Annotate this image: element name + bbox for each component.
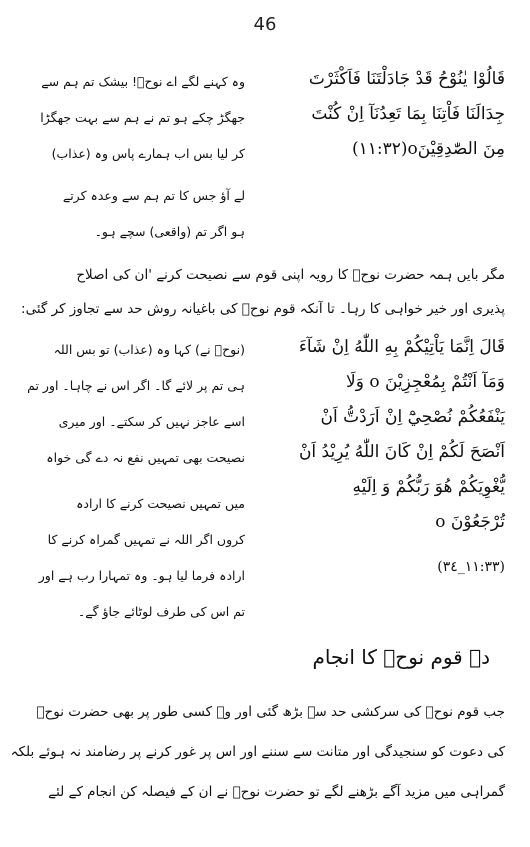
paragraph-line: مگر بایں ہمہ حضرت نوحؑ کا رویہ اپنی قوم سے نصیحت کرنے 'ان کی اصلاح	[76, 267, 505, 283]
urdu-line: اسے عاجز نہیں کر سکتے۔ اور میری	[58, 414, 245, 429]
urdu-line: جھگڑ چکے ہو تم نے ہم سے بہت جھگڑا	[40, 110, 245, 125]
arabic-line: اَنْصَحَ لَكُمْ اِنْ كَانَ اللّٰهُ يُرِيْدُ اَنْ	[298, 442, 505, 462]
translation-block-1	[15, 64, 245, 250]
urdu-line: ارادہ فرما لیا ہو۔ وہ تمہارا رب ہے اور	[38, 568, 245, 583]
paragraph-2	[10, 692, 505, 812]
arabic-line: تُرْجَعُوْنَ o	[435, 512, 505, 532]
arabic-line: جِدَالَنَا فَاْتِنَا بِمَا تَعِدُنَآ اِنْ كُنْتَ	[311, 104, 505, 124]
verse-reference: (١١:٣٣_٣٤)	[437, 559, 505, 575]
quran-verse-block-1	[260, 62, 505, 167]
urdu-line: وہ کہنے لگے اے نوحؑ! بیشک تم ہم سے	[41, 74, 245, 89]
urdu-line: لے آؤ جس کا تم ہم سے وعدہ کرتے	[62, 188, 245, 203]
paragraph-line: جب قوم نوحؑ کی سرکشی حد سے بڑھ گئی اور وہ کسی طور پر بھی حضرت نوحؑ	[36, 704, 505, 720]
arabic-line: يَنْفَعُكُمْ نُصْحِيْٓ اِنْ اَرَدْتُّ اَنْ	[320, 407, 505, 427]
arabic-line: يُّغْوِيَكُمْ هُوَ رَبُّكُمْ وَ اِلَيْهِ	[352, 477, 505, 497]
urdu-line: میں تمہیں نصیحت کرنے کا ارادہ	[76, 496, 245, 511]
arabic-line: مِنَ الصّٰدِقِيْنَo(١١:٣٢)	[351, 139, 505, 159]
urdu-line: کر لیا بس اب ہمارے پاس وہ (عذاب)	[51, 146, 245, 161]
urdu-line: نصیحت بھی تمہیں نفع نہ دے گی خواہ	[46, 450, 245, 465]
urdu-line: ہی تم پر لائے گا۔ اگر اس نے چاہا۔ اور تم	[27, 378, 245, 393]
arabic-line: وَمَآ اَنْتُمْ بِمُعْجِزِيْنَ o وَلَا	[346, 372, 505, 392]
urdu-line: تم اس کی طرف لوٹائے جاؤ گے۔	[77, 604, 245, 619]
paragraph-line: پذیری اور خیر خواہی کا رہا۔ تا آنکہ قوم نوحؑ کی باغیانہ روش حد سے تجاوز کر گئی:	[21, 301, 505, 317]
page-number: 46	[253, 14, 277, 35]
translation-block-2	[15, 332, 245, 630]
paragraph-1	[20, 258, 505, 326]
urdu-line: (نوحؑ نے) کہا وہ (عذاب) تو بس اللہ	[53, 342, 245, 357]
urdu-line: ہو اگر تم (واقعی) سچے ہو۔	[94, 224, 245, 239]
urdu-line: کروں اگر اللہ نے تمہیں گمراہ کرنے کا	[47, 532, 245, 547]
section-heading: د۔ قوم نوحؑ کا انجام	[312, 645, 490, 669]
arabic-line: قَالُوْا يٰنُوْحُ قَدْ جَادَلْتَنَا فَاَكْثَرْتَ	[308, 69, 505, 89]
quran-verse-block-2	[260, 330, 505, 585]
paragraph-line: گمراہی میں مزید آگے بڑھنے لگے تو حضرت نوحؑ نے ان کے فیصلہ کن انجام کے لئے	[48, 784, 505, 800]
paragraph-line: کی دعوت کو سنجیدگی اور متانت سے سننے اور اس پر غور کرنے پر رضامند نہ ہوئے بلکہ	[10, 744, 505, 760]
arabic-line: قَالَ اِنَّمَا يَاْتِيْكُمْ بِهِ اللّٰهُ اِنْ شَآءَ	[298, 337, 505, 357]
